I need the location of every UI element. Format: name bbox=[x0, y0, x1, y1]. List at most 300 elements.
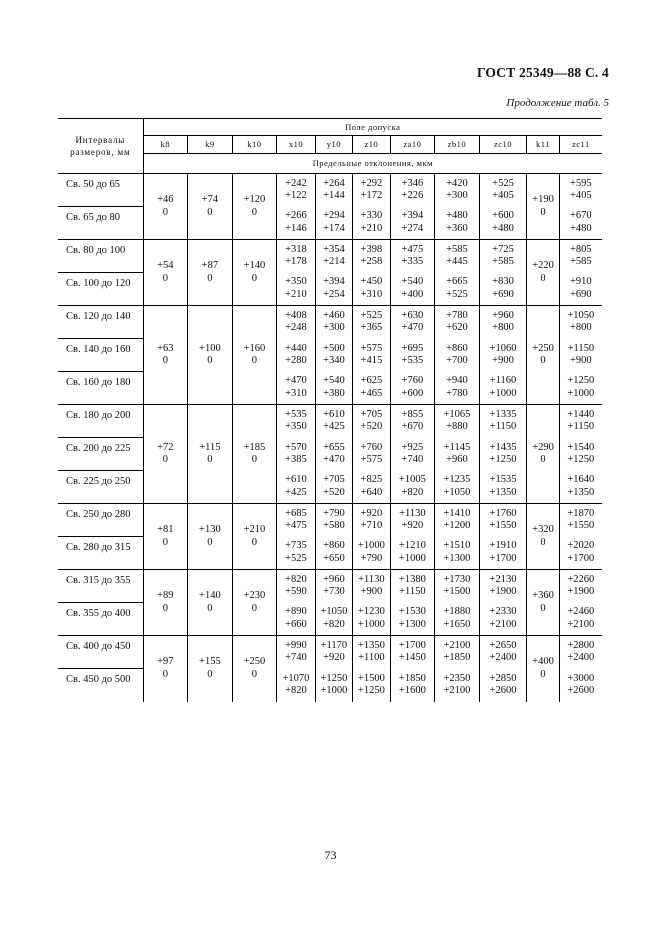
cell-k9-upper: +115 bbox=[199, 441, 221, 453]
cell-zc10-lower: +1700 bbox=[489, 552, 517, 564]
cell-za10-upper: +394 bbox=[401, 210, 424, 222]
cell-za10-upper: +1210 bbox=[398, 540, 426, 552]
cell-zc10-lower: +1250 bbox=[489, 454, 517, 465]
cell-k9 bbox=[188, 504, 233, 570]
cell-za10-lower: +226 bbox=[401, 190, 424, 202]
cell-k10-lower: 0 bbox=[251, 602, 258, 614]
cell-y10 bbox=[315, 372, 352, 405]
cell-k9-upper: +87 bbox=[201, 260, 219, 271]
cell-k9-lower: 0 bbox=[207, 454, 213, 465]
cell-zc10-lower: +1550 bbox=[489, 520, 517, 532]
cell-z10-upper: +292 bbox=[360, 177, 383, 189]
cell-k11-upper: +320 bbox=[532, 524, 554, 535]
cell-za10-upper: +346 bbox=[401, 177, 424, 189]
cell-k10-upper: +160 bbox=[243, 342, 266, 354]
table-row bbox=[58, 603, 602, 636]
cell-x10 bbox=[277, 207, 315, 240]
column-header-k9: k9 bbox=[188, 136, 233, 154]
cell-k9-upper: +100 bbox=[199, 342, 221, 354]
cell-k9-lower: 0 bbox=[207, 602, 213, 614]
page-number: 73 bbox=[324, 848, 337, 862]
cell-y10-lower: +730 bbox=[323, 586, 345, 598]
cell-zc10-lower: +480 bbox=[492, 222, 514, 234]
cell-k11-lower: 0 bbox=[540, 602, 546, 614]
cell-za10-upper: +1530 bbox=[398, 606, 426, 618]
size-interval-label: Св. 280 до 315 bbox=[58, 537, 143, 570]
cell-k8-lower: 0 bbox=[162, 272, 168, 284]
table-continuation-label: Продолжение табл. 5 bbox=[506, 97, 609, 109]
cell-za10-upper: +1850 bbox=[398, 672, 426, 684]
cell-z10 bbox=[353, 339, 390, 372]
table-row bbox=[58, 372, 602, 405]
cell-k10-upper: +210 bbox=[243, 524, 266, 535]
cell-x10-upper: +820 bbox=[285, 573, 307, 585]
cell-zc10 bbox=[479, 471, 527, 504]
cell-y10 bbox=[315, 273, 352, 306]
cell-k10-lower: 0 bbox=[251, 355, 258, 366]
cell-za10-lower: +535 bbox=[401, 355, 424, 366]
cell-z10 bbox=[353, 438, 390, 471]
cell-k11-upper: +250 bbox=[532, 342, 554, 354]
cell-zc10 bbox=[479, 438, 527, 471]
cell-k8-upper: +54 bbox=[157, 260, 174, 271]
cell-x10 bbox=[277, 504, 315, 537]
table-row bbox=[58, 207, 602, 240]
cell-z10 bbox=[353, 471, 390, 504]
cell-y10-lower: +650 bbox=[323, 552, 345, 564]
cell-zc11-upper: +670 bbox=[570, 210, 592, 222]
cell-z10-upper: +1000 bbox=[357, 540, 385, 552]
size-interval-header: Интервалы размеров, мм bbox=[58, 119, 143, 174]
cell-z10 bbox=[353, 537, 390, 570]
cell-zb10 bbox=[435, 405, 480, 438]
table-row bbox=[58, 636, 602, 669]
cell-y10-lower: +300 bbox=[323, 322, 345, 334]
cell-zc10-upper: +600 bbox=[492, 210, 514, 222]
column-header-zb10: zb10 bbox=[435, 136, 480, 154]
cell-k11 bbox=[527, 504, 559, 570]
cell-k8-upper: +72 bbox=[157, 441, 174, 453]
cell-z10 bbox=[353, 636, 390, 669]
cell-y10 bbox=[315, 207, 352, 240]
cell-k11-upper: +220 bbox=[532, 260, 554, 271]
cell-zc10 bbox=[479, 174, 527, 207]
cell-k11-lower: 0 bbox=[540, 355, 546, 366]
cell-y10-lower: +470 bbox=[323, 454, 345, 465]
cell-zb10-lower: +1050 bbox=[443, 486, 471, 498]
cell-z10-lower: +465 bbox=[360, 387, 383, 399]
cell-zb10-lower: +700 bbox=[446, 355, 468, 366]
cell-k9-lower: 0 bbox=[207, 272, 213, 284]
cell-zb10-lower: +620 bbox=[446, 322, 468, 334]
cell-k9 bbox=[188, 636, 233, 702]
cell-y10 bbox=[315, 438, 352, 471]
cell-zc11 bbox=[559, 306, 602, 339]
cell-z10 bbox=[353, 240, 390, 273]
cell-y10-lower: +174 bbox=[323, 222, 345, 234]
cell-za10-lower: +470 bbox=[401, 322, 424, 334]
cell-za10 bbox=[390, 207, 435, 240]
cell-z10-upper: +398 bbox=[360, 243, 383, 255]
cell-z10 bbox=[353, 372, 390, 405]
cell-zc10-upper: +830 bbox=[492, 276, 514, 288]
cell-za10 bbox=[390, 372, 435, 405]
cell-za10 bbox=[390, 504, 435, 537]
cell-k8-lower: 0 bbox=[162, 454, 168, 465]
cell-z10-lower: +710 bbox=[360, 520, 383, 532]
cell-zc10-lower: +2600 bbox=[489, 685, 517, 696]
cell-zb10-lower: +960 bbox=[446, 454, 468, 465]
cell-zc11-upper: +595 bbox=[570, 177, 592, 189]
cell-zb10 bbox=[435, 471, 480, 504]
cell-z10-upper: +330 bbox=[360, 210, 383, 222]
cell-zc11-upper: +910 bbox=[570, 276, 592, 288]
cell-y10-upper: +500 bbox=[323, 342, 345, 354]
cell-zc10-lower: +2400 bbox=[489, 652, 517, 664]
cell-x10-upper: +890 bbox=[285, 606, 307, 618]
cell-y10-upper: +1170 bbox=[320, 639, 348, 651]
cell-k8-upper: +89 bbox=[157, 590, 174, 601]
cell-zb10 bbox=[435, 504, 480, 537]
document-header: ГОСТ 25349—88 С. 4 bbox=[476, 65, 609, 80]
size-interval-label: Св. 65 до 80 bbox=[58, 207, 143, 240]
cell-x10-lower: +178 bbox=[285, 256, 307, 268]
column-header-x10: x10 bbox=[277, 136, 315, 154]
cell-zb10-lower: +360 bbox=[446, 222, 468, 234]
cell-z10-lower: +415 bbox=[360, 355, 383, 366]
cell-z10-upper: +525 bbox=[360, 309, 383, 321]
cell-y10 bbox=[315, 306, 352, 339]
cell-z10-lower: +575 bbox=[360, 454, 383, 465]
cell-k10 bbox=[232, 570, 277, 636]
cell-z10 bbox=[353, 570, 390, 603]
cell-za10 bbox=[390, 669, 435, 702]
size-interval-label: Св. 200 до 225 bbox=[58, 438, 143, 471]
cell-zb10 bbox=[435, 306, 480, 339]
cell-za10 bbox=[390, 570, 435, 603]
table-row bbox=[58, 405, 602, 438]
size-interval-label: Св. 50 до 65 bbox=[58, 174, 143, 207]
cell-zb10-upper: +860 bbox=[446, 342, 468, 354]
cell-zb10 bbox=[435, 372, 480, 405]
cell-zb10 bbox=[435, 537, 480, 570]
table-row bbox=[58, 537, 602, 570]
cell-k11-lower: 0 bbox=[540, 536, 546, 548]
cell-z10-upper: +1500 bbox=[357, 672, 385, 684]
tolerance-table bbox=[58, 118, 602, 702]
cell-k10 bbox=[232, 240, 277, 306]
cell-zb10-upper: +1880 bbox=[443, 606, 471, 618]
cell-y10-upper: +655 bbox=[323, 441, 345, 453]
cell-y10-upper: +705 bbox=[323, 474, 345, 486]
cell-k10 bbox=[232, 405, 277, 504]
cell-zb10-lower: +780 bbox=[446, 387, 468, 399]
cell-zc10-upper: +725 bbox=[492, 243, 514, 255]
cell-x10 bbox=[277, 570, 315, 603]
size-interval-label: Св. 180 до 200 bbox=[58, 405, 143, 438]
cell-k10 bbox=[232, 636, 277, 702]
cell-za10-upper: +855 bbox=[401, 408, 424, 420]
cell-za10 bbox=[390, 636, 435, 669]
cell-y10 bbox=[315, 174, 352, 207]
cell-x10-lower: +820 bbox=[285, 685, 307, 696]
cell-za10 bbox=[390, 273, 435, 306]
cell-zb10 bbox=[435, 603, 480, 636]
cell-z10 bbox=[353, 603, 390, 636]
cell-zb10 bbox=[435, 207, 480, 240]
cell-k9 bbox=[188, 174, 233, 240]
cell-k8-lower: 0 bbox=[162, 355, 168, 366]
cell-x10-upper: +470 bbox=[285, 375, 307, 387]
cell-zc11-lower: +1900 bbox=[567, 586, 595, 598]
cell-x10 bbox=[277, 669, 315, 702]
cell-k8-upper: +46 bbox=[157, 194, 174, 205]
table-row bbox=[58, 570, 602, 603]
size-interval-label: Св. 100 до 120 bbox=[58, 273, 143, 306]
cell-x10-upper: +610 bbox=[285, 474, 307, 486]
cell-za10-upper: +925 bbox=[401, 441, 424, 453]
cell-zc11 bbox=[559, 273, 602, 306]
cell-x10-lower: +350 bbox=[285, 421, 307, 433]
cell-zc11 bbox=[559, 537, 602, 570]
cell-z10-lower: +210 bbox=[360, 222, 383, 234]
cell-y10-upper: +264 bbox=[323, 177, 345, 189]
cell-y10 bbox=[315, 240, 352, 273]
cell-y10-upper: +790 bbox=[323, 507, 345, 519]
cell-za10-upper: +760 bbox=[401, 375, 424, 387]
cell-za10-lower: +335 bbox=[401, 256, 424, 268]
cell-zc11 bbox=[559, 570, 602, 603]
cell-zb10-upper: +1235 bbox=[443, 474, 471, 486]
cell-k9-lower: 0 bbox=[207, 355, 213, 366]
cell-zc11-lower: +1350 bbox=[567, 486, 595, 498]
cell-zb10-upper: +1065 bbox=[443, 408, 471, 420]
cell-k9-upper: +74 bbox=[201, 194, 219, 205]
cell-za10-lower: +920 bbox=[401, 520, 424, 532]
cell-y10-upper: +610 bbox=[323, 408, 345, 420]
cell-za10-lower: +1600 bbox=[398, 685, 426, 696]
cell-zc10-lower: +1000 bbox=[489, 387, 517, 399]
size-interval-label: Св. 140 до 160 bbox=[58, 339, 143, 372]
cell-y10-lower: +425 bbox=[323, 421, 345, 433]
cell-x10-lower: +475 bbox=[285, 520, 307, 532]
cell-k11 bbox=[527, 306, 559, 405]
cell-zb10 bbox=[435, 438, 480, 471]
column-header-k10: k10 bbox=[232, 136, 277, 154]
cell-zb10-lower: +1850 bbox=[443, 652, 471, 664]
cell-x10 bbox=[277, 438, 315, 471]
cell-za10-lower: +1300 bbox=[398, 618, 426, 630]
cell-x10-lower: +310 bbox=[285, 387, 307, 399]
cell-zc11 bbox=[559, 339, 602, 372]
cell-zb10-upper: +1510 bbox=[443, 540, 471, 552]
cell-k9 bbox=[188, 405, 233, 504]
cell-x10 bbox=[277, 471, 315, 504]
cell-z10-upper: +825 bbox=[360, 474, 383, 486]
size-interval-label: Св. 120 до 140 bbox=[58, 306, 143, 339]
cell-zb10-upper: +1730 bbox=[443, 573, 471, 585]
cell-y10-lower: +1000 bbox=[320, 685, 348, 696]
cell-zc10 bbox=[479, 504, 527, 537]
cell-k9-upper: +140 bbox=[199, 590, 221, 601]
cell-zc11-upper: +1050 bbox=[567, 309, 595, 321]
cell-za10 bbox=[390, 306, 435, 339]
cell-k11 bbox=[527, 174, 559, 240]
cell-k8 bbox=[143, 306, 188, 405]
cell-x10-lower: +146 bbox=[285, 222, 307, 234]
cell-zb10-lower: +1300 bbox=[443, 552, 471, 564]
cell-zc11-lower: +1250 bbox=[567, 454, 595, 465]
cell-x10 bbox=[277, 306, 315, 339]
cell-zc11-lower: +900 bbox=[570, 355, 592, 366]
cell-zb10-upper: +940 bbox=[446, 375, 468, 387]
cell-k10-upper: +185 bbox=[243, 441, 266, 453]
table-row bbox=[58, 504, 602, 537]
cell-k8-upper: +81 bbox=[157, 524, 174, 535]
cell-zc10-lower: +2100 bbox=[489, 618, 517, 630]
cell-y10 bbox=[315, 471, 352, 504]
cell-zc11-lower: +690 bbox=[570, 288, 592, 300]
cell-zc10-upper: +1060 bbox=[489, 342, 517, 354]
cell-za10 bbox=[390, 537, 435, 570]
cell-zb10-lower: +1200 bbox=[443, 520, 471, 532]
cell-za10-lower: +600 bbox=[401, 387, 424, 399]
cell-y10-upper: +540 bbox=[323, 375, 345, 387]
cell-y10 bbox=[315, 339, 352, 372]
cell-k10-upper: +120 bbox=[243, 194, 266, 205]
cell-zc11 bbox=[559, 603, 602, 636]
cell-zc10-upper: +960 bbox=[492, 309, 514, 321]
cell-k11-upper: +290 bbox=[532, 441, 554, 453]
cell-k11-lower: 0 bbox=[540, 668, 546, 680]
cell-k8-lower: 0 bbox=[162, 602, 168, 614]
cell-zc11-lower: +1700 bbox=[567, 552, 595, 564]
cell-zb10-lower: +445 bbox=[446, 256, 468, 268]
cell-k11 bbox=[527, 636, 559, 702]
cell-x10-lower: +590 bbox=[285, 586, 307, 598]
cell-k11 bbox=[527, 405, 559, 504]
cell-zb10-upper: +585 bbox=[446, 243, 468, 255]
cell-y10-upper: +294 bbox=[323, 210, 345, 222]
cell-y10-upper: +1050 bbox=[320, 606, 348, 618]
cell-x10-upper: +535 bbox=[285, 408, 307, 420]
cell-z10-upper: +450 bbox=[360, 276, 383, 288]
cell-k8 bbox=[143, 405, 188, 504]
cell-za10-lower: +1000 bbox=[398, 552, 426, 564]
cell-k9 bbox=[188, 306, 233, 405]
cell-zb10-upper: +1145 bbox=[443, 441, 471, 453]
cell-zb10-upper: +2100 bbox=[443, 639, 471, 651]
cell-k10-lower: 0 bbox=[251, 668, 258, 680]
cell-x10-upper: +990 bbox=[285, 639, 307, 651]
cell-z10-lower: +365 bbox=[360, 322, 383, 334]
cell-zc10 bbox=[479, 603, 527, 636]
cell-zc10 bbox=[479, 339, 527, 372]
cell-za10 bbox=[390, 240, 435, 273]
table-row bbox=[58, 438, 602, 471]
cell-k11-lower: 0 bbox=[540, 272, 546, 284]
cell-zc11 bbox=[559, 669, 602, 702]
cell-zc10 bbox=[479, 207, 527, 240]
cell-zb10-lower: +880 bbox=[446, 421, 468, 433]
cell-y10-upper: +960 bbox=[323, 573, 345, 585]
cell-zc10-lower: +585 bbox=[492, 256, 514, 268]
column-header-zc10: zc10 bbox=[479, 136, 527, 154]
cell-z10-upper: +705 bbox=[360, 408, 383, 420]
table-row bbox=[58, 306, 602, 339]
cell-za10-upper: +1700 bbox=[398, 639, 426, 651]
cell-zc11-upper: +1440 bbox=[567, 408, 595, 420]
cell-x10-lower: +385 bbox=[285, 454, 307, 465]
cell-z10-upper: +760 bbox=[360, 441, 383, 453]
cell-zc10 bbox=[479, 372, 527, 405]
cell-y10-lower: +144 bbox=[323, 190, 345, 202]
size-interval-label: Св. 225 до 250 bbox=[58, 471, 143, 504]
cell-zc10-upper: +1760 bbox=[489, 507, 517, 519]
cell-za10-upper: +475 bbox=[401, 243, 424, 255]
cell-zc11 bbox=[559, 372, 602, 405]
cell-zc11-upper: +1150 bbox=[567, 342, 595, 354]
cell-zc10-lower: +900 bbox=[492, 355, 514, 366]
column-header-zc11: zc11 bbox=[559, 136, 602, 154]
cell-zc11-upper: +2260 bbox=[567, 573, 595, 585]
cell-zc11-lower: +2600 bbox=[567, 685, 595, 696]
cell-x10-upper: +1070 bbox=[282, 672, 310, 684]
cell-k8-lower: 0 bbox=[162, 668, 168, 680]
cell-zc10 bbox=[479, 537, 527, 570]
cell-za10-upper: +630 bbox=[401, 309, 424, 321]
cell-zc10-upper: +1435 bbox=[489, 441, 517, 453]
cell-zb10-upper: +665 bbox=[446, 276, 468, 288]
cell-z10-upper: +625 bbox=[360, 375, 383, 387]
cell-zc10-lower: +690 bbox=[492, 288, 514, 300]
cell-k11-upper: +400 bbox=[532, 656, 554, 668]
table-row bbox=[58, 174, 602, 207]
cell-k10-upper: +140 bbox=[243, 260, 266, 271]
cell-z10 bbox=[353, 174, 390, 207]
cell-k9-lower: 0 bbox=[207, 668, 213, 680]
table-row bbox=[58, 471, 602, 504]
cell-x10-lower: +122 bbox=[285, 190, 307, 202]
cell-zc11-upper: +1870 bbox=[567, 507, 595, 519]
tolerance-field-header: Поле допуска bbox=[143, 119, 602, 136]
cell-y10-lower: +214 bbox=[323, 256, 345, 268]
table-row bbox=[58, 339, 602, 372]
cell-zc11-lower: +1550 bbox=[567, 520, 595, 532]
cell-k10 bbox=[232, 504, 277, 570]
cell-zb10-lower: +2100 bbox=[443, 685, 471, 696]
cell-z10-lower: +310 bbox=[360, 288, 383, 300]
cell-x10 bbox=[277, 636, 315, 669]
cell-zc10-lower: +1350 bbox=[489, 486, 517, 498]
cell-za10 bbox=[390, 339, 435, 372]
cell-y10-lower: +254 bbox=[323, 288, 345, 300]
cell-zc10-upper: +1910 bbox=[489, 540, 517, 552]
cell-z10-lower: +1250 bbox=[357, 685, 385, 696]
cell-k10-lower: 0 bbox=[251, 206, 258, 218]
cell-zc10 bbox=[479, 240, 527, 273]
cell-x10-upper: +408 bbox=[285, 309, 307, 321]
cell-za10-upper: +540 bbox=[401, 276, 424, 288]
cell-x10-upper: +242 bbox=[285, 177, 307, 189]
cell-zc10-lower: +800 bbox=[492, 322, 514, 334]
cell-zb10-lower: +1650 bbox=[443, 618, 471, 630]
cell-za10-upper: +1130 bbox=[399, 507, 426, 519]
cell-zc11-upper: +2460 bbox=[567, 606, 595, 618]
cell-zb10 bbox=[435, 636, 480, 669]
cell-za10-upper: +695 bbox=[401, 342, 424, 354]
cell-x10-lower: +280 bbox=[285, 355, 307, 366]
